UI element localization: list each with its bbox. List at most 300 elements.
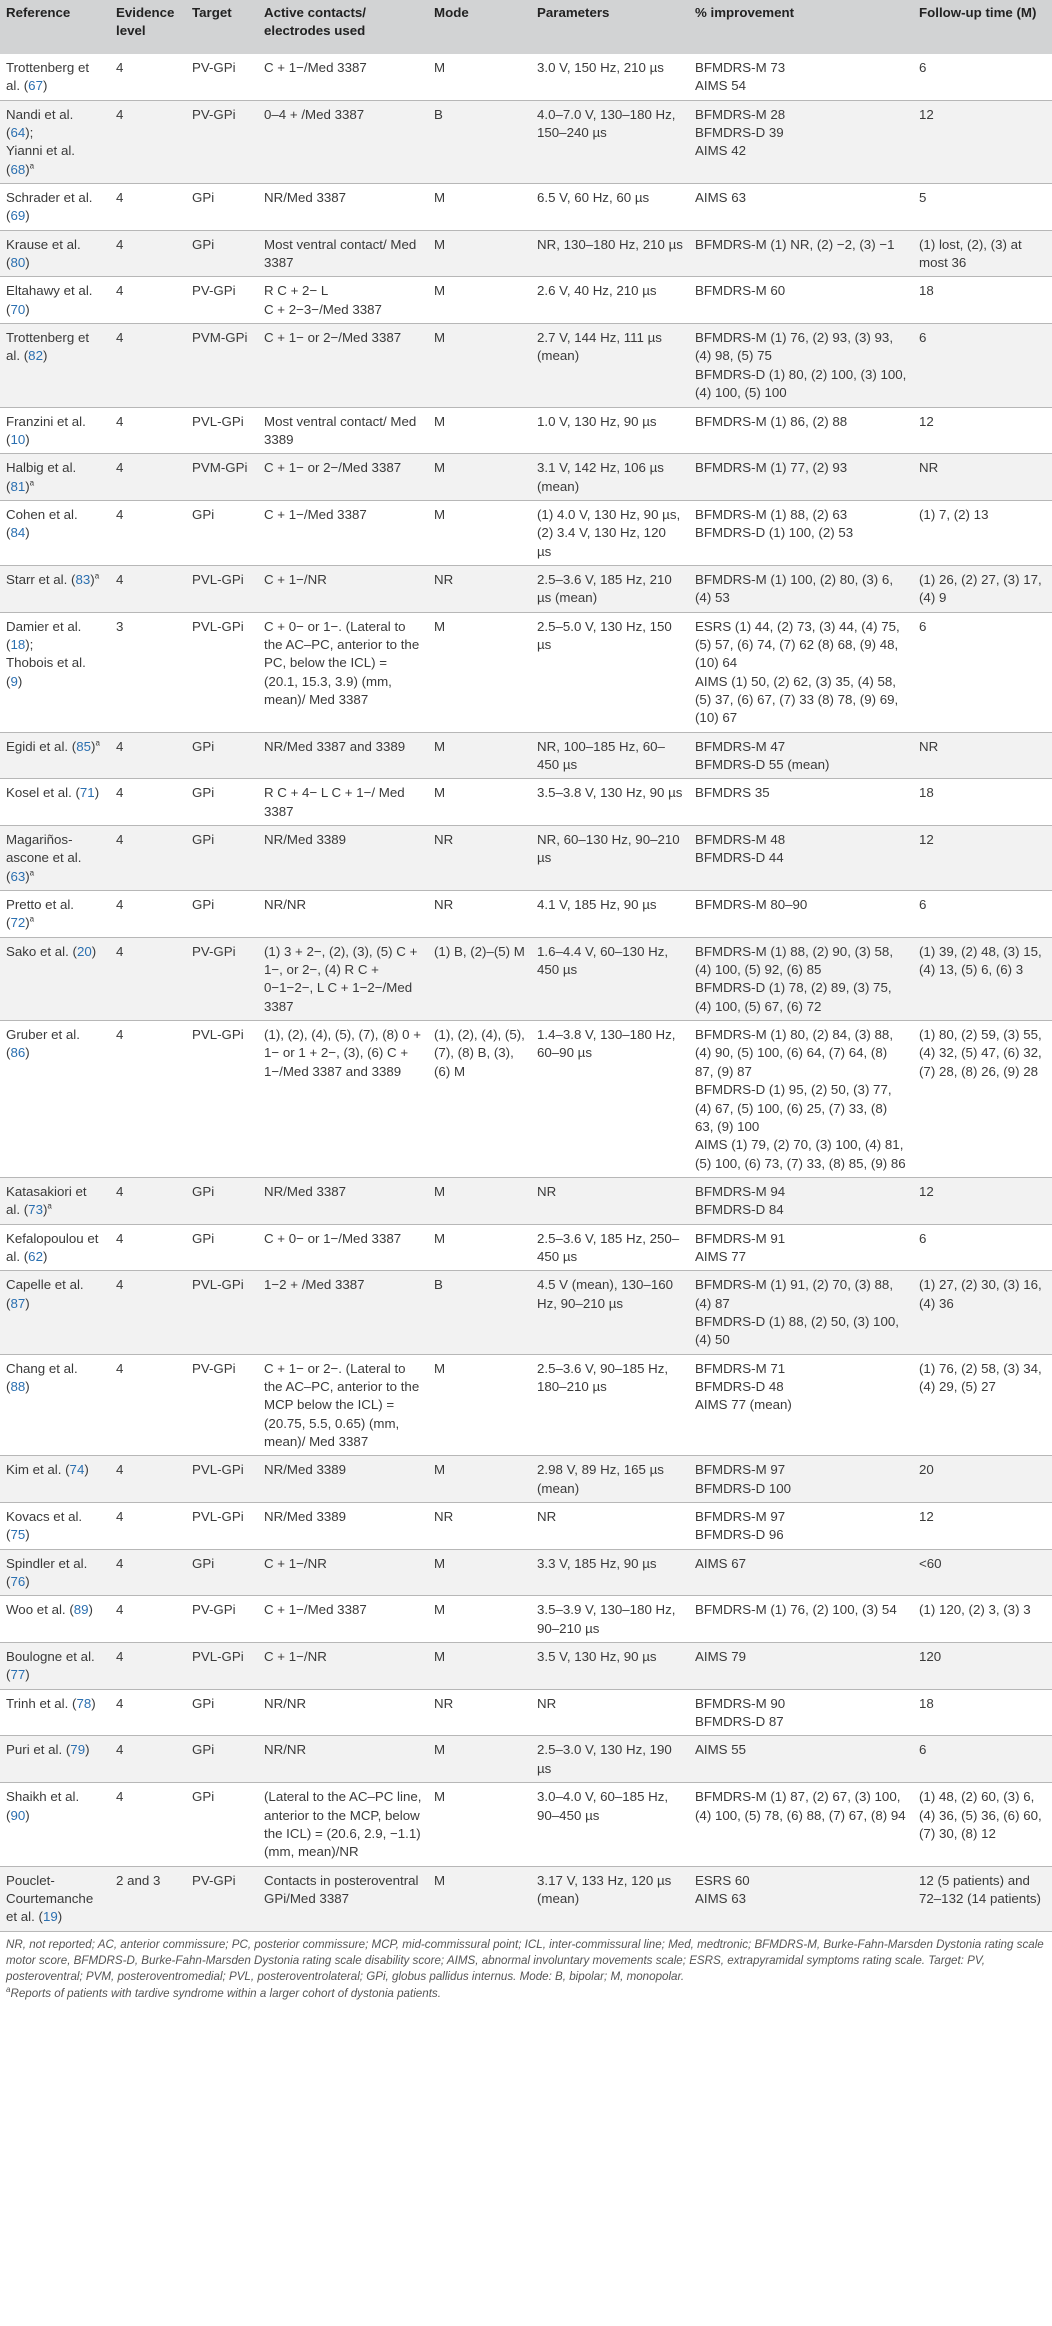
reference-text: ) (25, 1574, 30, 1590)
column-header-follow-up: Follow-up time (M) (913, 0, 1052, 54)
cell-evidence-level: 4 (110, 277, 186, 324)
cell-target: GPi (186, 1689, 258, 1736)
cell-parameters: NR (531, 1689, 689, 1736)
cell-active-contacts: Contacts in posteroventral GPi/Med 3387 (258, 1866, 428, 1931)
table-row (0, 1354, 1052, 1456)
table-row (0, 1224, 1052, 1271)
cell-evidence-level: 4 (110, 454, 186, 501)
citation-link[interactable]: 87 (10, 1295, 26, 1311)
cell-parameters: 2.5–3.0 V, 130 Hz, 190 µs (531, 1736, 689, 1783)
cell-active-contacts: NR/NR (258, 1689, 428, 1736)
cell-follow-up: 6 (913, 891, 1052, 938)
cell-active-contacts: C + 1−/Med 3387 (258, 1596, 428, 1643)
cell-reference (0, 1354, 110, 1456)
cell-follow-up: (1) 48, (2) 60, (3) 6, (4) 36, (5) 36, (6) 60, (7) 30, (8) 12 (913, 1783, 1052, 1866)
cell-parameters: 2.6 V, 40 Hz, 210 µs (531, 277, 689, 324)
cell-follow-up: 6 (913, 324, 1052, 407)
cell-improvement: BFMDRS-M (1) 77, (2) 93 (689, 454, 913, 501)
cell-reference (0, 407, 110, 454)
cell-improvement: BFMDRS-M 90 BFMDRS-D 87 (689, 1689, 913, 1736)
cell-mode: M (428, 1224, 531, 1271)
cell-parameters: NR (531, 1177, 689, 1224)
citation-link[interactable]: 81 (10, 478, 26, 494)
cell-improvement: AIMS 67 (689, 1549, 913, 1596)
footnote-marker: a (29, 478, 35, 488)
cell-follow-up: 6 (913, 1224, 1052, 1271)
cell-parameters: 6.5 V, 60 Hz, 60 µs (531, 184, 689, 231)
cell-active-contacts: NR/Med 3389 (258, 826, 428, 891)
cell-follow-up: (1) 120, (2) 3, (3) 3 (913, 1596, 1052, 1643)
citation-link[interactable]: 10 (10, 431, 26, 447)
cell-active-contacts: C + 1−/Med 3387 (258, 500, 428, 565)
reference-text: ) (91, 943, 97, 959)
reference-text: ) (84, 1462, 89, 1478)
cell-parameters: 3.5–3.9 V, 130–180 Hz, 90–210 µs (531, 1596, 689, 1643)
cell-evidence-level: 4 (110, 1354, 186, 1456)
citation-link[interactable]: 63 (10, 868, 26, 884)
citation-link[interactable]: 79 (70, 1742, 86, 1758)
reference-text: Trinh et al. ( (6, 1695, 77, 1711)
cell-active-contacts: C + 1−/NR (258, 565, 428, 612)
cell-parameters: 3.0–4.0 V, 60–185 Hz, 90–450 µs (531, 1783, 689, 1866)
cell-parameters: 1.6–4.4 V, 60–130 Hz, 450 µs (531, 937, 689, 1020)
footnote-a (6, 1986, 1046, 2002)
citation-link[interactable]: 67 (28, 78, 43, 94)
table-row (0, 1689, 1052, 1736)
cell-target: PV-GPi (186, 1596, 258, 1643)
citation-link[interactable]: 68 (10, 161, 26, 177)
citation-link[interactable]: 73 (28, 1202, 43, 1218)
cell-follow-up: 12 (913, 1503, 1052, 1550)
cell-reference (0, 1783, 110, 1866)
cell-evidence-level: 4 (110, 1503, 186, 1550)
cell-evidence-level: 2 and 3 (110, 1866, 186, 1931)
cell-reference (0, 732, 110, 779)
column-header-reference: Reference (0, 0, 110, 54)
reference-text: ) (90, 571, 95, 587)
cell-parameters: 2.5–3.6 V, 185 Hz, 250–450 µs (531, 1224, 689, 1271)
reference-text: ) (42, 78, 48, 94)
cell-parameters: 3.3 V, 185 Hz, 90 µs (531, 1549, 689, 1596)
reference-text: Gruber et al. ( (6, 1027, 80, 1061)
citation-link[interactable]: 89 (73, 1602, 89, 1618)
cell-parameters: 3.0 V, 150 Hz, 210 µs (531, 54, 689, 100)
cell-reference (0, 1271, 110, 1354)
cell-active-contacts: (1), (2), (4), (5), (7), (8) 0 + 1− or 1 + 2−, (3), (6) C + 1−/Med 3387 and 3389 (258, 1021, 428, 1178)
reference-text: ) (88, 1602, 93, 1618)
cell-parameters: 2.5–3.6 V, 185 Hz, 210 µs (mean) (531, 565, 689, 612)
citation-link[interactable]: 70 (10, 301, 26, 317)
table-row (0, 732, 1052, 779)
cell-evidence-level: 4 (110, 1689, 186, 1736)
cell-improvement: AIMS 55 (689, 1736, 913, 1783)
cell-active-contacts: NR/NR (258, 1736, 428, 1783)
cell-parameters: 2.98 V, 89 Hz, 165 µs (mean) (531, 1456, 689, 1503)
reference-text: Franzini et al. ( (6, 413, 86, 447)
cell-parameters: 3.17 V, 133 Hz, 120 µs (mean) (531, 1866, 689, 1931)
cell-active-contacts: NR/NR (258, 891, 428, 938)
cell-parameters: 2.5–5.0 V, 130 Hz, 150 µs (531, 612, 689, 732)
reference-text: Capelle et al. ( (6, 1277, 84, 1311)
cell-mode: M (428, 54, 531, 100)
cell-active-contacts: C + 0− or 1−/Med 3387 (258, 1224, 428, 1271)
cell-follow-up: 12 (913, 826, 1052, 891)
cell-evidence-level: 4 (110, 100, 186, 183)
cell-parameters: NR (531, 1503, 689, 1550)
column-header-mode: Mode (428, 0, 531, 54)
reference-text: Spindler et al. ( (6, 1555, 88, 1590)
footnote-marker: a (29, 914, 35, 924)
cell-improvement: BFMDRS-M 94 BFMDRS-D 84 (689, 1177, 913, 1224)
cell-evidence-level: 4 (110, 1643, 186, 1690)
reference-text: Kim et al. ( (6, 1462, 70, 1478)
cell-improvement: BFMDRS-M 97 BFMDRS-D 96 (689, 1503, 913, 1550)
cell-target: PV-GPi (186, 1354, 258, 1456)
reference-text: Katasakiori et al. ( (6, 1183, 87, 1218)
citation-link[interactable]: 86 (10, 1045, 26, 1061)
cell-follow-up: 20 (913, 1456, 1052, 1503)
reference-text: Shaikh et al. ( (6, 1789, 80, 1823)
cell-reference (0, 454, 110, 501)
cell-evidence-level: 4 (110, 1549, 186, 1596)
cell-target: PV-GPi (186, 937, 258, 1020)
citation-link[interactable]: 69 (10, 208, 26, 224)
cell-reference (0, 612, 110, 732)
cell-parameters: NR, 130–180 Hz, 210 µs (531, 230, 689, 277)
reference-text: Starr et al. ( (6, 571, 76, 587)
citation-link[interactable]: 90 (10, 1807, 26, 1823)
cell-follow-up: 120 (913, 1643, 1052, 1690)
cell-active-contacts: Most ventral contact/ Med 3389 (258, 407, 428, 454)
cell-target: GPi (186, 1177, 258, 1224)
cell-active-contacts: R C + 2− L C + 2−3−/Med 3387 (258, 277, 428, 324)
cell-improvement: BFMDRS-M 97 BFMDRS-D 100 (689, 1456, 913, 1503)
column-header-active-contacts: Active contacts/ electrodes used (258, 0, 428, 54)
reference-text: ) (85, 1742, 90, 1758)
reference-text: Eltahawy et al. ( (6, 283, 93, 317)
table-row (0, 891, 1052, 938)
cell-target: GPi (186, 230, 258, 277)
citation-link[interactable]: 74 (69, 1462, 85, 1478)
table-footnotes (0, 1932, 1052, 2003)
reference-text: ) (42, 1202, 48, 1218)
cell-reference (0, 937, 110, 1020)
table-row (0, 937, 1052, 1020)
cell-mode: NR (428, 826, 531, 891)
cell-evidence-level: 4 (110, 407, 186, 454)
cell-reference (0, 779, 110, 826)
cell-mode: B (428, 100, 531, 183)
cell-reference (0, 1549, 110, 1596)
cell-reference (0, 500, 110, 565)
cell-target: PVL-GPi (186, 612, 258, 732)
cell-mode: M (428, 779, 531, 826)
reference-text: ) (25, 868, 30, 884)
cell-improvement: BFMDRS-M 73 AIMS 54 (689, 54, 913, 100)
cell-target: PVL-GPi (186, 1456, 258, 1503)
cell-improvement: BFMDRS-M 71 BFMDRS-D 48 AIMS 77 (mean) (689, 1354, 913, 1456)
cell-target: GPi (186, 826, 258, 891)
citation-link[interactable]: 19 (42, 1909, 58, 1925)
footnote-marker: a (47, 1201, 52, 1211)
cell-mode: M (428, 230, 531, 277)
cell-target: GPi (186, 732, 258, 779)
cell-active-contacts: NR/Med 3389 (258, 1503, 428, 1550)
cell-follow-up: (1) 39, (2) 48, (3) 15, (4) 13, (5) 6, (6) 3 (913, 937, 1052, 1020)
cell-follow-up: (1) 27, (2) 30, (3) 16, (4) 36 (913, 1271, 1052, 1354)
reference-text: ) (25, 1295, 30, 1311)
table-row (0, 826, 1052, 891)
cell-follow-up: 12 (913, 1177, 1052, 1224)
reference-text: ) (91, 1695, 96, 1711)
reference-text: ) (25, 301, 30, 317)
cell-reference (0, 1643, 110, 1690)
cell-target: PV-GPi (186, 100, 258, 183)
citation-link[interactable]: 88 (10, 1378, 26, 1394)
cell-parameters: NR, 100–185 Hz, 60–450 µs (531, 732, 689, 779)
reference-text: Cohen et al. ( (6, 506, 78, 541)
footnote-marker: a (29, 161, 35, 171)
cell-reference (0, 1177, 110, 1224)
cell-follow-up: (1) 7, (2) 13 (913, 500, 1052, 565)
cell-follow-up: (1) 76, (2) 58, (3) 34, (4) 29, (5) 27 (913, 1354, 1052, 1456)
column-header-target: Target (186, 0, 258, 54)
reference-text: Nandi et al. ( (6, 106, 74, 141)
reference-text: ) (25, 915, 30, 931)
cell-mode: M (428, 1783, 531, 1866)
cell-target: PVL-GPi (186, 1271, 258, 1354)
citation-link[interactable]: 9 (10, 673, 18, 689)
cell-evidence-level: 4 (110, 500, 186, 565)
footnote-marker: a (6, 1985, 11, 1995)
cell-reference (0, 277, 110, 324)
cell-evidence-level: 4 (110, 54, 186, 100)
table-row (0, 407, 1052, 454)
table-row (0, 565, 1052, 612)
table-row (0, 1643, 1052, 1690)
table-row (0, 230, 1052, 277)
cell-improvement: AIMS 79 (689, 1643, 913, 1690)
table-row (0, 184, 1052, 231)
reference-text: Damier et al. ( (6, 618, 82, 652)
cell-target: PV-GPi (186, 54, 258, 100)
citation-link[interactable]: 76 (10, 1574, 26, 1590)
cell-evidence-level: 4 (110, 826, 186, 891)
cell-target: PVL-GPi (186, 1503, 258, 1550)
cell-follow-up: 6 (913, 54, 1052, 100)
cell-improvement: BFMDRS-M 80–90 (689, 891, 913, 938)
cell-improvement: BFMDRS-M (1) NR, (2) −2, (3) −1 (689, 230, 913, 277)
reference-text: ) (94, 785, 100, 801)
cell-follow-up: 5 (913, 184, 1052, 231)
cell-mode: M (428, 1354, 531, 1456)
reference-text: Pretto et al. ( (6, 897, 74, 931)
cell-active-contacts: (Lateral to the AC–PC line, anterior to the MCP, below the ICL) = (20.6, 2.9, −1.1) (mm, mean)/NR (258, 1783, 428, 1866)
cell-evidence-level: 4 (110, 1177, 186, 1224)
cell-parameters: NR, 60–130 Hz, 90–210 µs (531, 826, 689, 891)
cell-follow-up: 18 (913, 1689, 1052, 1736)
reference-text: ) (25, 525, 30, 541)
table-row (0, 1271, 1052, 1354)
reference-text: ); Thobois et al. ( (6, 636, 86, 689)
table-row (0, 1177, 1052, 1224)
cell-target: PV-GPi (186, 1866, 258, 1931)
cell-mode: NR (428, 1689, 531, 1736)
cell-parameters: 1.0 V, 130 Hz, 90 µs (531, 407, 689, 454)
reference-text: Trottenberg et al. ( (6, 330, 90, 364)
cell-active-contacts: (1) 3 + 2−, (2), (3), (5) C + 1−, or 2−, (4) R C + 0−1−2−, L C + 1−2−/Med 3387 (258, 937, 428, 1020)
cell-mode: (1), (2), (4), (5), (7), (8) B, (3), (6) M (428, 1021, 531, 1178)
cell-follow-up: 12 (913, 100, 1052, 183)
cell-target: GPi (186, 891, 258, 938)
table-row (0, 1596, 1052, 1643)
table-row (0, 54, 1052, 100)
citation-link[interactable]: 72 (10, 915, 26, 931)
cell-improvement: BFMDRS-M (1) 100, (2) 80, (3) 6, (4) 53 (689, 565, 913, 612)
cell-follow-up: 12 (5 patients) and 72–132 (14 patients) (913, 1866, 1052, 1931)
cell-active-contacts: NR/Med 3387 (258, 1177, 428, 1224)
cell-evidence-level: 4 (110, 230, 186, 277)
cell-improvement: ESRS (1) 44, (2) 73, (3) 44, (4) 75, (5) 57, (6) 74, (7) 62 (8) 68, (9) 48, (10) 64 AIMS (1) 50, (2) 62, (3) 35, (4) 58, (5) 37, (6) 67, (7) 33 (8) 78, (9) 69, (10) 67 (689, 612, 913, 732)
reference-text: Halbig et al. ( (6, 460, 77, 494)
cell-evidence-level: 3 (110, 612, 186, 732)
footnote-marker: a (95, 738, 100, 748)
citation-link[interactable]: 84 (10, 525, 26, 541)
reference-text: ) (42, 348, 48, 364)
citation-link[interactable]: 78 (76, 1695, 92, 1711)
cell-mode: M (428, 454, 531, 501)
reference-text: ) (25, 1807, 30, 1823)
cell-evidence-level: 4 (110, 779, 186, 826)
cell-evidence-level: 4 (110, 732, 186, 779)
reference-text: ) (91, 738, 96, 754)
cell-active-contacts: R C + 4− L C + 1−/ Med 3387 (258, 779, 428, 826)
cell-improvement: BFMDRS-M 91 AIMS 77 (689, 1224, 913, 1271)
reference-text: ) (25, 431, 30, 447)
cell-follow-up: <60 (913, 1549, 1052, 1596)
cell-improvement: BFMDRS-M (1) 76, (2) 100, (3) 54 (689, 1596, 913, 1643)
cell-active-contacts: 1−2 + /Med 3387 (258, 1271, 428, 1354)
table-row (0, 1866, 1052, 1931)
cell-reference (0, 565, 110, 612)
cell-active-contacts: Most ventral contact/ Med 3387 (258, 230, 428, 277)
cell-mode: M (428, 1177, 531, 1224)
citation-link[interactable]: 85 (76, 738, 92, 754)
header-row (0, 0, 1052, 54)
reference-text: Magariños-ascone et al. ( (6, 832, 82, 884)
cell-improvement: BFMDRS-M 48 BFMDRS-D 44 (689, 826, 913, 891)
cell-parameters: 3.1 V, 142 Hz, 106 µs (mean) (531, 454, 689, 501)
cell-follow-up: (1) 80, (2) 59, (3) 55, (4) 32, (5) 47, (6) 32, (7) 28, (8) 26, (9) 28 (913, 1021, 1052, 1178)
citation-link[interactable]: 82 (28, 348, 43, 364)
cell-improvement: BFMDRS-M 60 (689, 277, 913, 324)
cell-parameters: 3.5–3.8 V, 130 Hz, 90 µs (531, 779, 689, 826)
cell-mode: NR (428, 565, 531, 612)
cell-target: GPi (186, 779, 258, 826)
reference-text: Kefalopoulou et al. ( (6, 1230, 99, 1264)
citation-link[interactable]: 75 (10, 1527, 26, 1543)
cell-reference (0, 1736, 110, 1783)
column-header-evidence-level: Evidence level (110, 0, 186, 54)
reference-text: Kosel et al. ( (6, 785, 80, 801)
reference-text: ) (25, 208, 30, 224)
cell-active-contacts: NR/Med 3387 and 3389 (258, 732, 428, 779)
cell-reference (0, 324, 110, 407)
cell-reference (0, 1456, 110, 1503)
cell-follow-up: NR (913, 454, 1052, 501)
footnote-marker: a (29, 868, 35, 878)
citation-link[interactable]: 83 (75, 571, 91, 587)
cell-follow-up: 18 (913, 779, 1052, 826)
cell-follow-up: (1) 26, (2) 27, (3) 17, (4) 9 (913, 565, 1052, 612)
cell-target: PV-GPi (186, 277, 258, 324)
cell-target: GPi (186, 500, 258, 565)
cell-parameters: 3.5 V, 130 Hz, 90 µs (531, 1643, 689, 1690)
cell-evidence-level: 4 (110, 565, 186, 612)
citation-link[interactable]: 62 (28, 1248, 43, 1264)
cell-mode: NR (428, 891, 531, 938)
cell-reference (0, 1866, 110, 1931)
reference-text: ) (25, 255, 30, 271)
cell-mode: M (428, 277, 531, 324)
cell-follow-up: (1) lost, (2), (3) at most 36 (913, 230, 1052, 277)
reference-text: ) (17, 673, 23, 689)
citation-link[interactable]: 71 (79, 785, 95, 801)
reference-text: Woo et al. ( (6, 1602, 74, 1618)
cell-improvement: BFMDRS 35 (689, 779, 913, 826)
citation-link[interactable]: 80 (10, 255, 26, 271)
citation-link[interactable]: 64 (10, 125, 26, 141)
cell-mode: M (428, 732, 531, 779)
citation-link[interactable]: 18 (10, 636, 26, 652)
cell-evidence-level: 4 (110, 1224, 186, 1271)
reference-text: Sako et al. ( (6, 943, 77, 959)
cell-follow-up: NR (913, 732, 1052, 779)
cell-active-contacts: NR/Med 3389 (258, 1456, 428, 1503)
table-row (0, 1503, 1052, 1550)
cell-evidence-level: 4 (110, 1783, 186, 1866)
cell-evidence-level: 4 (110, 184, 186, 231)
cell-reference (0, 891, 110, 938)
citation-link[interactable]: 20 (76, 943, 92, 959)
citation-link[interactable]: 77 (10, 1667, 26, 1683)
reference-text: ) (25, 1045, 30, 1061)
cell-improvement: BFMDRS-M (1) 88, (2) 90, (3) 58, (4) 100, (5) 92, (6) 85 BFMDRS-D (1) 78, (2) 89, (3) 75, (4) 100, (5) 67, (6) 72 (689, 937, 913, 1020)
table-row (0, 277, 1052, 324)
cell-reference (0, 184, 110, 231)
cell-target: PVM-GPi (186, 324, 258, 407)
cell-improvement: BFMDRS-M 28 BFMDRS-D 39 AIMS 42 (689, 100, 913, 183)
cell-evidence-level: 4 (110, 1736, 186, 1783)
cell-active-contacts: C + 1− or 2−/Med 3387 (258, 324, 428, 407)
cell-target: GPi (186, 1736, 258, 1783)
reference-text: Kovacs et al. ( (6, 1509, 83, 1543)
cell-follow-up: 18 (913, 277, 1052, 324)
cell-target: GPi (186, 1783, 258, 1866)
table-row (0, 779, 1052, 826)
cell-active-contacts: C + 1−/NR (258, 1643, 428, 1690)
cell-active-contacts: C + 1−/Med 3387 (258, 54, 428, 100)
cell-reference (0, 1689, 110, 1736)
cell-mode: M (428, 324, 531, 407)
cell-follow-up: 6 (913, 612, 1052, 732)
footnote-marker: a (94, 571, 100, 581)
footnote-a-text: Reports of patients with tardive syndrome within a larger cohort of dystonia patients. (10, 1986, 441, 2000)
cell-parameters: 4.5 V (mean), 130–160 Hz, 90–210 µs (531, 1271, 689, 1354)
cell-active-contacts: 0–4 + /Med 3387 (258, 100, 428, 183)
table-row (0, 1549, 1052, 1596)
cell-parameters: 2.7 V, 144 Hz, 111 µs (mean) (531, 324, 689, 407)
